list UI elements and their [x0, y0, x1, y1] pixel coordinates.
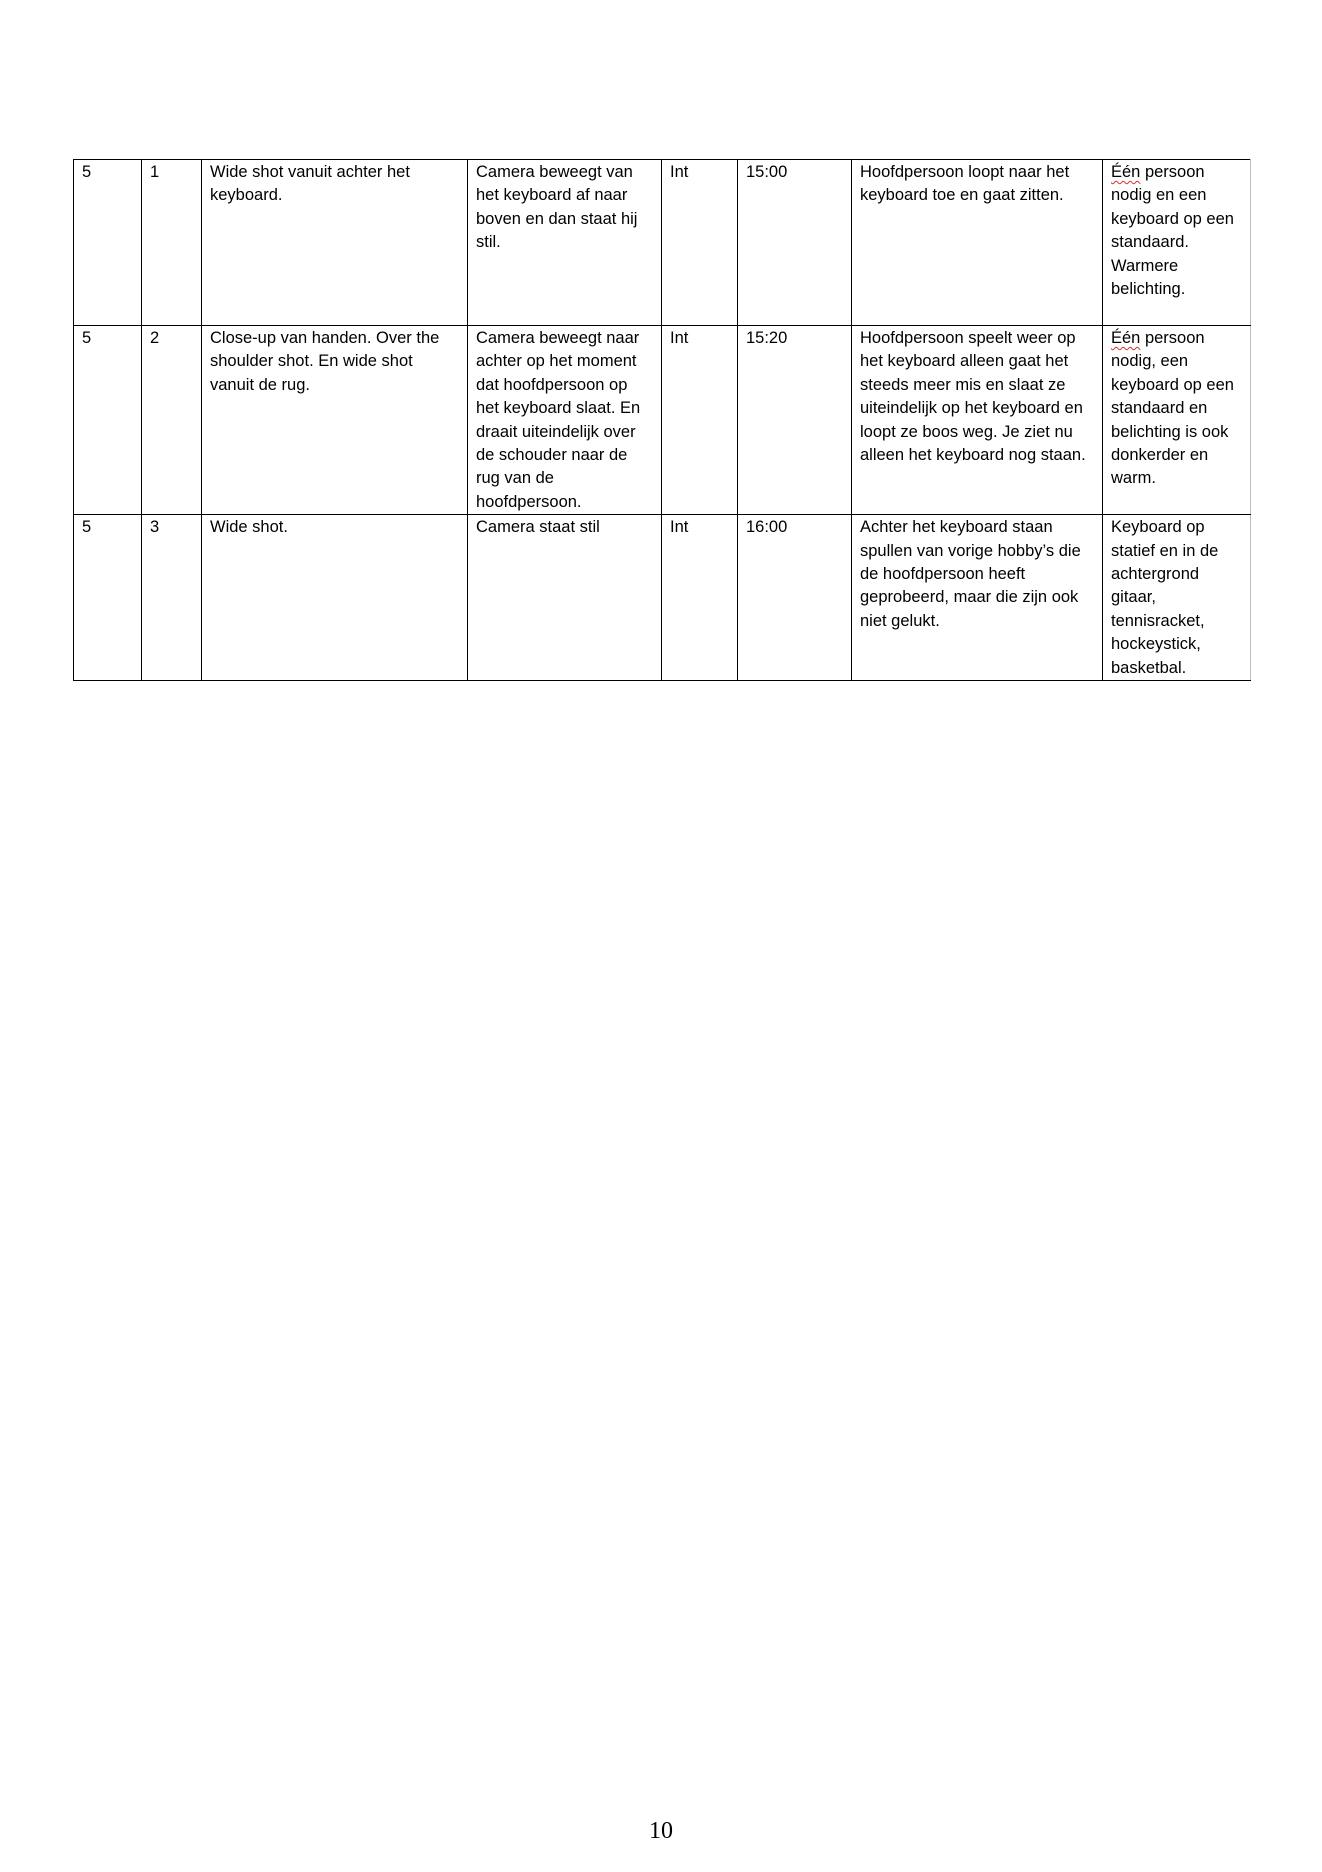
time-cell: 16:00: [738, 515, 852, 681]
location-cell: Int: [662, 515, 738, 681]
time-cell: 15:00: [738, 160, 852, 326]
shot-number-cell: 1: [142, 160, 202, 326]
spellcheck-flagged-word: Één: [1111, 329, 1141, 347]
notes-text: persoon nodig en een keyboard op een standaard. Warmere belichting.: [1111, 163, 1234, 299]
action-cell: Hoofdpersoon speelt weer op het keyboard alleen gaat het steeds meer mis en slaat ze uiteindelijk op het keyboard en loopt ze boos weg. Je ziet nu alleen het keyboard nog staan.: [852, 326, 1103, 515]
scene-number-cell: 5: [74, 515, 142, 681]
notes-cell: [1103, 515, 1251, 681]
table-row: [74, 326, 1251, 515]
scene-number-cell: 5: [74, 326, 142, 515]
scene-number-cell: 5: [74, 160, 142, 326]
notes-text: persoon nodig, een keyboard op een standaard en belichting is ook donkerder en warm.: [1111, 329, 1234, 488]
shot-type-cell: Wide shot vanuit achter het keyboard.: [202, 160, 468, 326]
notes-cell: [1103, 160, 1251, 326]
location-cell: Int: [662, 326, 738, 515]
shot-type-cell: Wide shot.: [202, 515, 468, 681]
notes-cell: [1103, 326, 1251, 515]
shot-type-cell: Close-up van handen. Over the shoulder shot. En wide shot vanuit de rug.: [202, 326, 468, 515]
camera-movement-cell: Camera beweegt naar achter op het moment dat hoofdpersoon op het keyboard slaat. En draait uiteindelijk over de schouder naar de rug van de hoofdpersoon.: [468, 326, 662, 515]
shot-number-cell: 2: [142, 326, 202, 515]
camera-movement-cell: Camera staat stil: [468, 515, 662, 681]
time-cell: 15:20: [738, 326, 852, 515]
action-cell: Achter het keyboard staan spullen van vorige hobby’s die de hoofdpersoon heeft geprobeerd, maar die zijn ook niet gelukt.: [852, 515, 1103, 681]
location-cell: Int: [662, 160, 738, 326]
table-row: [74, 515, 1251, 681]
notes-text: Keyboard op statief en in de achtergrond gitaar, tennisracket, hockeystick, basketbal.: [1111, 518, 1219, 677]
table-row: [74, 160, 1251, 326]
spellcheck-flagged-word: Één: [1111, 163, 1141, 181]
shot-list-table: [73, 159, 1251, 681]
page-number: 10: [649, 1818, 673, 1844]
shot-number-cell: 3: [142, 515, 202, 681]
action-cell: Hoofdpersoon loopt naar het keyboard toe en gaat zitten.: [852, 160, 1103, 326]
camera-movement-cell: Camera beweegt van het keyboard af naar boven en dan staat hij stil.: [468, 160, 662, 326]
